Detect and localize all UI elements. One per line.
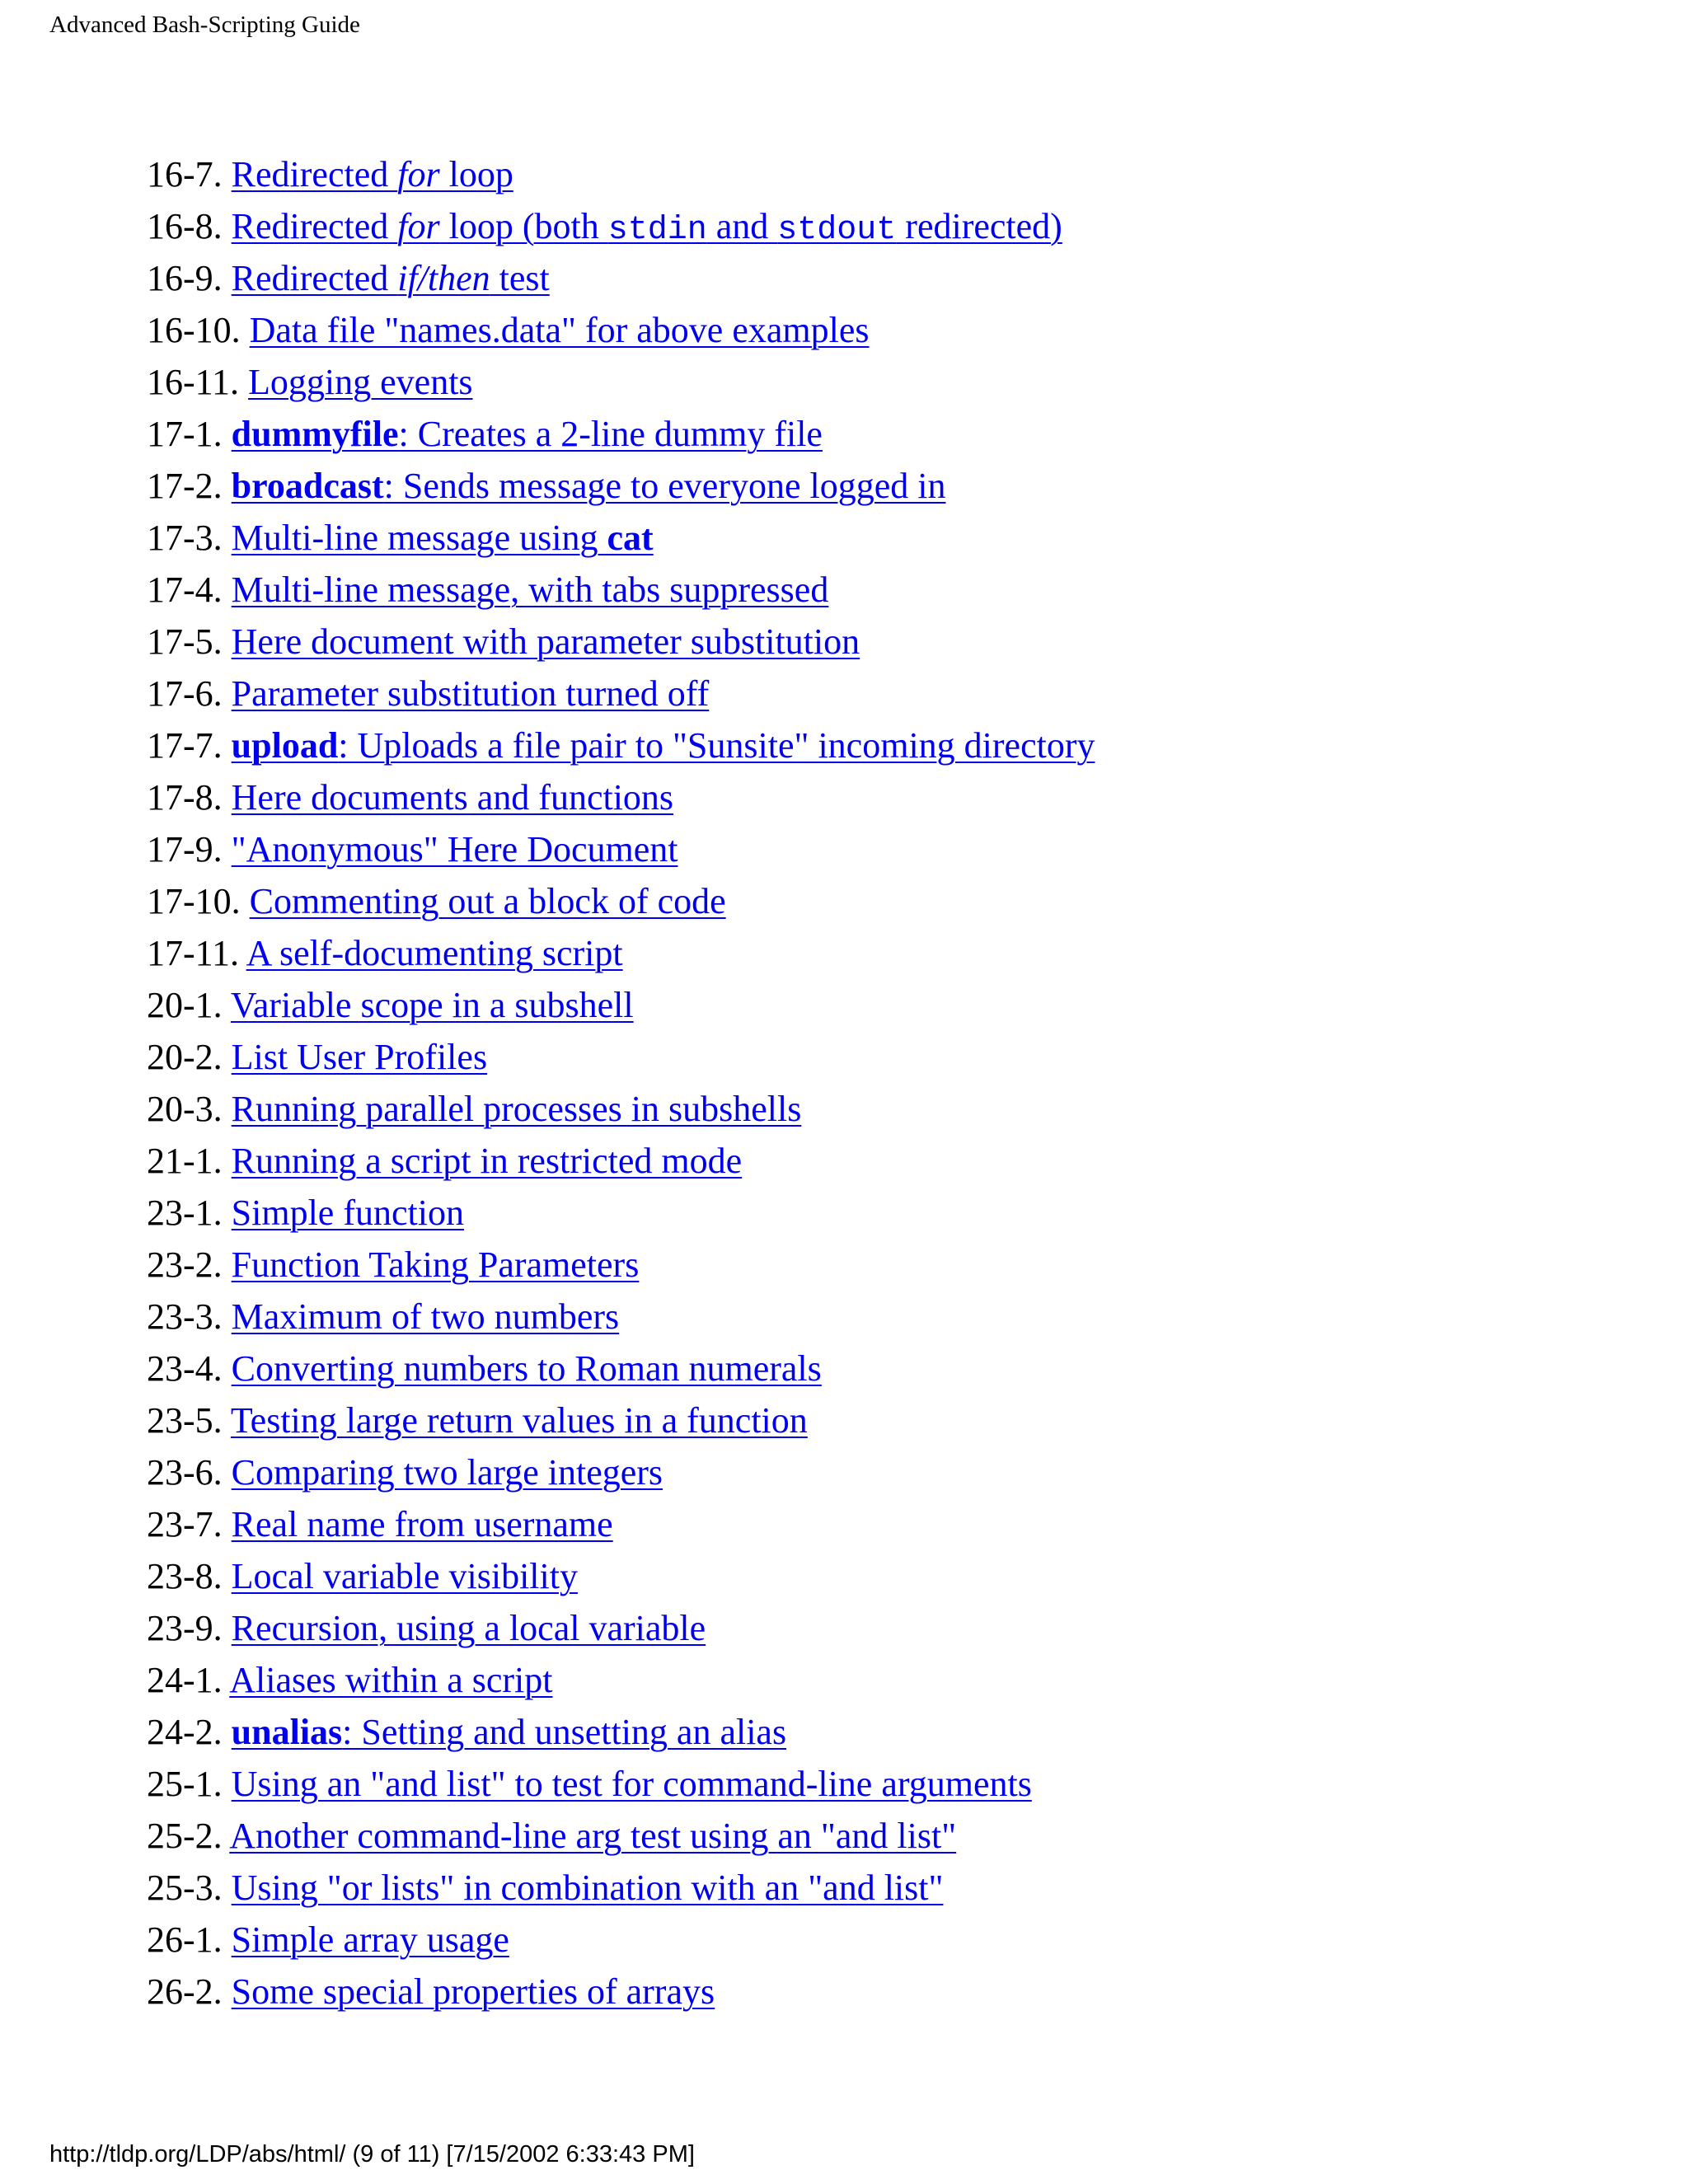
list-item — [147, 1291, 1095, 1343]
example-link[interactable] — [232, 569, 829, 610]
example-link[interactable] — [232, 1037, 487, 1077]
link-text: Parameter substitution turned off — [231, 673, 710, 714]
example-link[interactable] — [232, 829, 678, 869]
example-number: 25-2. — [147, 1816, 223, 1856]
command-name: upload — [231, 725, 339, 766]
command-name: dummyfile — [231, 414, 399, 454]
link-text: Running parallel processes in subshells — [231, 1089, 802, 1129]
link-text: Multi-line message using — [231, 518, 607, 558]
example-number: 17-2. — [147, 466, 223, 506]
example-link[interactable] — [232, 1971, 715, 2012]
example-number: 20-2. — [147, 1037, 223, 1077]
list-item — [147, 927, 1095, 979]
link-text: Real name from username — [231, 1504, 613, 1544]
link-text: and — [706, 206, 778, 246]
list-item — [147, 875, 1095, 927]
example-number: 17-7. — [147, 725, 223, 766]
link-text: Using "or lists" in combination with an "and list" — [231, 1868, 944, 1908]
list-item — [147, 823, 1095, 875]
example-link[interactable] — [229, 1660, 552, 1700]
link-text: Multi-line message, with tabs suppressed — [231, 569, 829, 610]
example-number: 23-5. — [147, 1400, 223, 1441]
link-text: Aliases within a script — [229, 1660, 553, 1700]
link-text: Commenting out a block of code — [249, 881, 726, 921]
example-link[interactable] — [232, 1919, 509, 1960]
list-item — [147, 512, 1095, 564]
link-text: Maximum of two numbers — [231, 1296, 620, 1337]
italic-keyword: if/then — [397, 258, 490, 298]
link-text: Function Taking Parameters — [231, 1244, 640, 1285]
example-link[interactable] — [232, 154, 513, 194]
page-header: Advanced Bash-Scripting Guide — [49, 12, 360, 38]
list-item — [147, 1083, 1095, 1135]
list-item — [147, 1239, 1095, 1291]
list-item — [147, 771, 1095, 823]
example-link[interactable] — [232, 1556, 578, 1596]
example-link[interactable] — [231, 206, 1062, 249]
example-link[interactable] — [232, 1764, 1032, 1804]
example-number: 16-8. — [147, 206, 223, 246]
link-text: : Sends message to everyone logged in — [383, 466, 946, 506]
example-number: 23-9. — [147, 1608, 223, 1648]
link-text: Testing large return values in a function — [230, 1400, 808, 1441]
list-item — [147, 304, 1095, 356]
link-text: Using an "and list" to test for command-line arguments — [231, 1764, 1032, 1804]
example-number: 17-8. — [147, 777, 223, 818]
example-number: 20-3. — [147, 1089, 223, 1129]
list-item — [147, 1446, 1095, 1498]
example-link[interactable] — [250, 310, 870, 350]
example-number: 16-11. — [147, 362, 240, 402]
example-number: 16-10. — [147, 310, 241, 350]
example-link[interactable] — [232, 777, 673, 818]
link-text: Recursion, using a local variable — [231, 1608, 706, 1648]
list-item — [147, 200, 1095, 252]
list-item — [147, 564, 1095, 616]
link-text: Some special properties of arrays — [231, 1971, 715, 2012]
list-item — [147, 979, 1095, 1031]
command-name: cat — [607, 518, 654, 558]
page-footer: http://tldp.org/LDP/abs/html/ (9 of 11) [7/15/2002 6:33:43 PM] — [49, 2141, 695, 2168]
list-item — [147, 1031, 1095, 1083]
example-number: 17-4. — [147, 569, 223, 610]
list-item — [147, 1498, 1095, 1550]
list-item — [147, 1706, 1095, 1758]
link-text: : Creates a 2-line dummy file — [398, 414, 823, 454]
list-item — [147, 1862, 1095, 1914]
example-link[interactable] — [232, 1504, 613, 1544]
link-text: Simple function — [231, 1193, 464, 1233]
example-link[interactable] — [250, 881, 726, 921]
example-number: 23-2. — [147, 1244, 223, 1285]
list-item — [147, 356, 1095, 408]
list-item — [147, 668, 1095, 719]
list-item — [147, 1966, 1095, 2018]
italic-keyword: for — [397, 154, 440, 194]
example-link[interactable] — [232, 466, 946, 506]
link-text: Variable scope in a subshell — [230, 985, 634, 1025]
link-text: Data file "names.data" for above examples — [249, 310, 870, 350]
example-link[interactable] — [232, 414, 823, 454]
example-number: 24-1. — [147, 1660, 223, 1700]
link-text: test — [490, 258, 550, 298]
example-link[interactable] — [232, 1608, 706, 1648]
example-link[interactable] — [232, 673, 710, 714]
link-text: Another command-line arg test using an "and list" — [229, 1816, 957, 1856]
example-number: 17-3. — [147, 518, 223, 558]
example-number: 26-2. — [147, 1971, 223, 2012]
link-text: List User Profiles — [231, 1037, 488, 1077]
example-link[interactable] — [232, 518, 654, 558]
example-link[interactable] — [231, 1400, 808, 1441]
example-link[interactable] — [231, 985, 634, 1025]
example-link[interactable] — [246, 933, 623, 973]
example-number: 23-1. — [147, 1193, 223, 1233]
example-number: 17-1. — [147, 414, 223, 454]
list-item — [147, 719, 1095, 771]
list-item — [147, 252, 1095, 304]
link-text: Converting numbers to Roman numerals — [231, 1348, 822, 1389]
example-number: 23-4. — [147, 1348, 223, 1389]
example-link[interactable] — [248, 362, 473, 402]
example-link[interactable] — [229, 1816, 956, 1856]
list-item — [147, 1343, 1095, 1394]
list-item — [147, 1810, 1095, 1862]
link-text: Comparing two large integers — [231, 1452, 663, 1493]
link-text: loop (both — [439, 206, 608, 246]
example-number: 26-1. — [147, 1919, 223, 1960]
examples-list — [147, 148, 1095, 2018]
example-number: 20-1. — [147, 985, 223, 1025]
example-number: 24-2. — [147, 1712, 223, 1752]
link-text: Here document with parameter substitution — [231, 621, 860, 662]
link-text: Redirected — [231, 206, 398, 246]
link-text: Local variable visibility — [231, 1556, 578, 1596]
command-name: unalias — [231, 1712, 343, 1752]
example-number: 25-3. — [147, 1868, 223, 1908]
example-link[interactable] — [232, 1244, 640, 1285]
example-link[interactable] — [232, 621, 860, 662]
link-text: "Anonymous" Here Document — [231, 829, 678, 869]
example-number: 16-7. — [147, 154, 223, 194]
link-text: Running a script in restricted mode — [231, 1141, 743, 1181]
list-item — [147, 1394, 1095, 1446]
example-number: 23-3. — [147, 1296, 223, 1337]
link-text: redirected) — [896, 206, 1062, 246]
list-item — [147, 1550, 1095, 1602]
example-link[interactable] — [232, 1089, 802, 1129]
list-item — [147, 616, 1095, 668]
link-text: : Uploads a file pair to "Sunsite" incoming directory — [338, 725, 1095, 766]
example-number: 17-5. — [147, 621, 223, 662]
example-link[interactable] — [232, 1452, 663, 1493]
list-item — [147, 1602, 1095, 1654]
example-number: 17-6. — [147, 673, 223, 714]
example-link[interactable] — [232, 1193, 464, 1233]
example-number: 16-9. — [147, 258, 223, 298]
example-link[interactable] — [232, 1868, 944, 1908]
link-text: Simple array usage — [231, 1919, 509, 1960]
list-item — [147, 408, 1095, 460]
example-number: 21-1. — [147, 1141, 223, 1181]
list-item — [147, 1758, 1095, 1810]
example-number: 17-9. — [147, 829, 223, 869]
command-name: broadcast — [231, 466, 384, 506]
link-text: A self-documenting script — [246, 933, 623, 973]
example-link[interactable] — [232, 1348, 822, 1389]
example-number: 23-6. — [147, 1452, 223, 1493]
example-link[interactable] — [232, 1141, 743, 1181]
example-number: 25-1. — [147, 1764, 223, 1804]
link-text: Redirected — [231, 258, 398, 298]
example-link[interactable] — [232, 1712, 786, 1752]
list-item — [147, 1654, 1095, 1706]
list-item — [147, 1914, 1095, 1966]
list-item — [147, 1135, 1095, 1187]
link-text: loop — [439, 154, 513, 194]
link-text: Logging events — [248, 362, 473, 402]
list-item — [147, 460, 1095, 512]
link-text: : Setting and unsetting an alias — [342, 1712, 787, 1752]
link-text: Here documents and functions — [231, 777, 674, 818]
example-number: 17-11. — [147, 933, 240, 973]
code-text: stdin — [607, 212, 707, 249]
example-number: 17-10. — [147, 881, 241, 921]
italic-keyword: for — [397, 206, 440, 246]
example-number: 23-7. — [147, 1504, 223, 1544]
example-number: 23-8. — [147, 1556, 223, 1596]
link-text: Redirected — [231, 154, 398, 194]
list-item — [147, 1187, 1095, 1239]
code-text: stdout — [777, 212, 897, 249]
example-link[interactable] — [232, 1296, 620, 1337]
list-item — [147, 148, 1095, 200]
example-link[interactable] — [232, 258, 550, 298]
example-link[interactable] — [232, 725, 1095, 766]
